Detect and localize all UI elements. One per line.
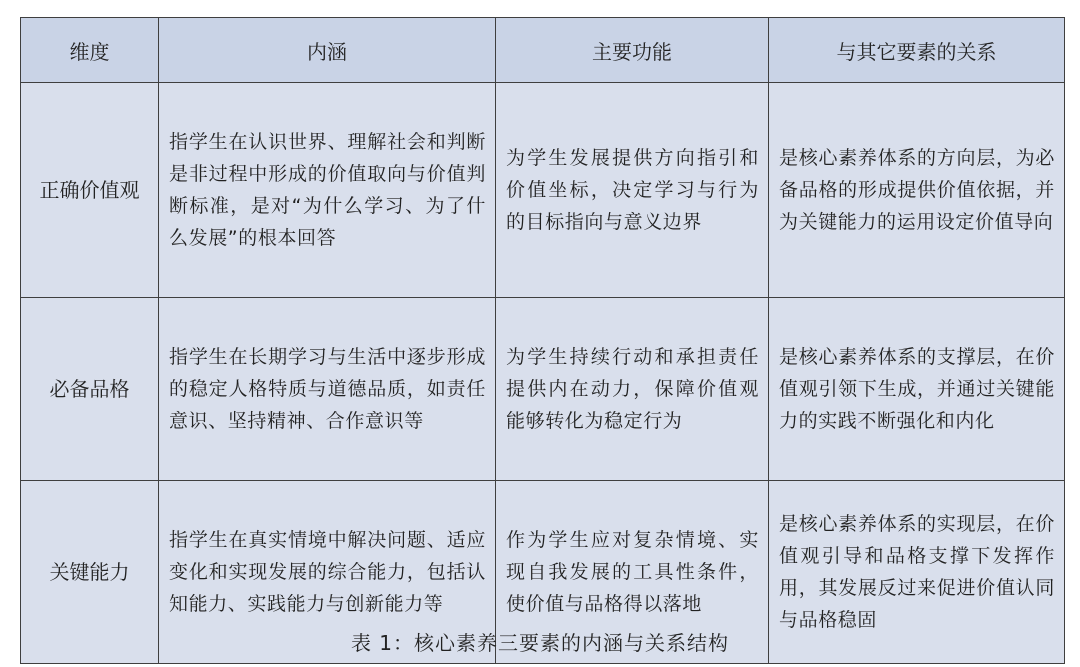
cell-meaning: 指学生在认识世界、理解社会和判断是非过程中形成的价值取向与价值判断标准，是对“为什么学习、为了什么发展”的根本回答 <box>159 83 496 298</box>
header-dimension: 维度 <box>21 18 159 83</box>
cell-relation: 是核心素养体系的实现层，在价值观引导和品格支撑下发挥作用，其发展反过来促进价值认同与品格稳固 <box>769 481 1065 664</box>
cell-dimension: 正确价值观 <box>21 83 159 298</box>
cell-function: 为学生持续行动和承担责任提供内在动力，保障价值观能够转化为稳定行为 <box>496 298 769 481</box>
cell-dimension: 必备品格 <box>21 298 159 481</box>
table-caption: 表 1：核心素养三要素的内涵与关系结构 <box>350 631 730 655</box>
table-container <box>20 17 1064 664</box>
cell-meaning: 指学生在长期学习与生活中逐步形成的稳定人格特质与道德品质，如责任意识、坚持精神、合作意识等 <box>159 298 496 481</box>
table-row <box>21 298 1065 481</box>
cell-relation: 是核心素养体系的方向层，为必备品格的形成提供价值依据，并为关键能力的运用设定价值导向 <box>769 83 1065 298</box>
table-row <box>21 83 1065 298</box>
core-literacy-table <box>20 17 1065 664</box>
cell-dimension: 关键能力 <box>21 481 159 664</box>
cell-function: 为学生发展提供方向指引和价值坐标，决定学习与行为的目标指向与意义边界 <box>496 83 769 298</box>
header-relation: 与其它要素的关系 <box>769 18 1065 83</box>
table-header-row <box>21 18 1065 83</box>
header-meaning: 内涵 <box>159 18 496 83</box>
header-function: 主要功能 <box>496 18 769 83</box>
cell-function: 作为学生应对复杂情境、实现自我发展的工具性条件，使价值与品格得以落地 <box>496 481 769 664</box>
cell-relation: 是核心素养体系的支撑层，在价值观引领下生成，并通过关键能力的实践不断强化和内化 <box>769 298 1065 481</box>
cell-meaning: 指学生在真实情境中解决问题、适应变化和实现发展的综合能力，包括认知能力、实践能力与创新能力等 <box>159 481 496 664</box>
